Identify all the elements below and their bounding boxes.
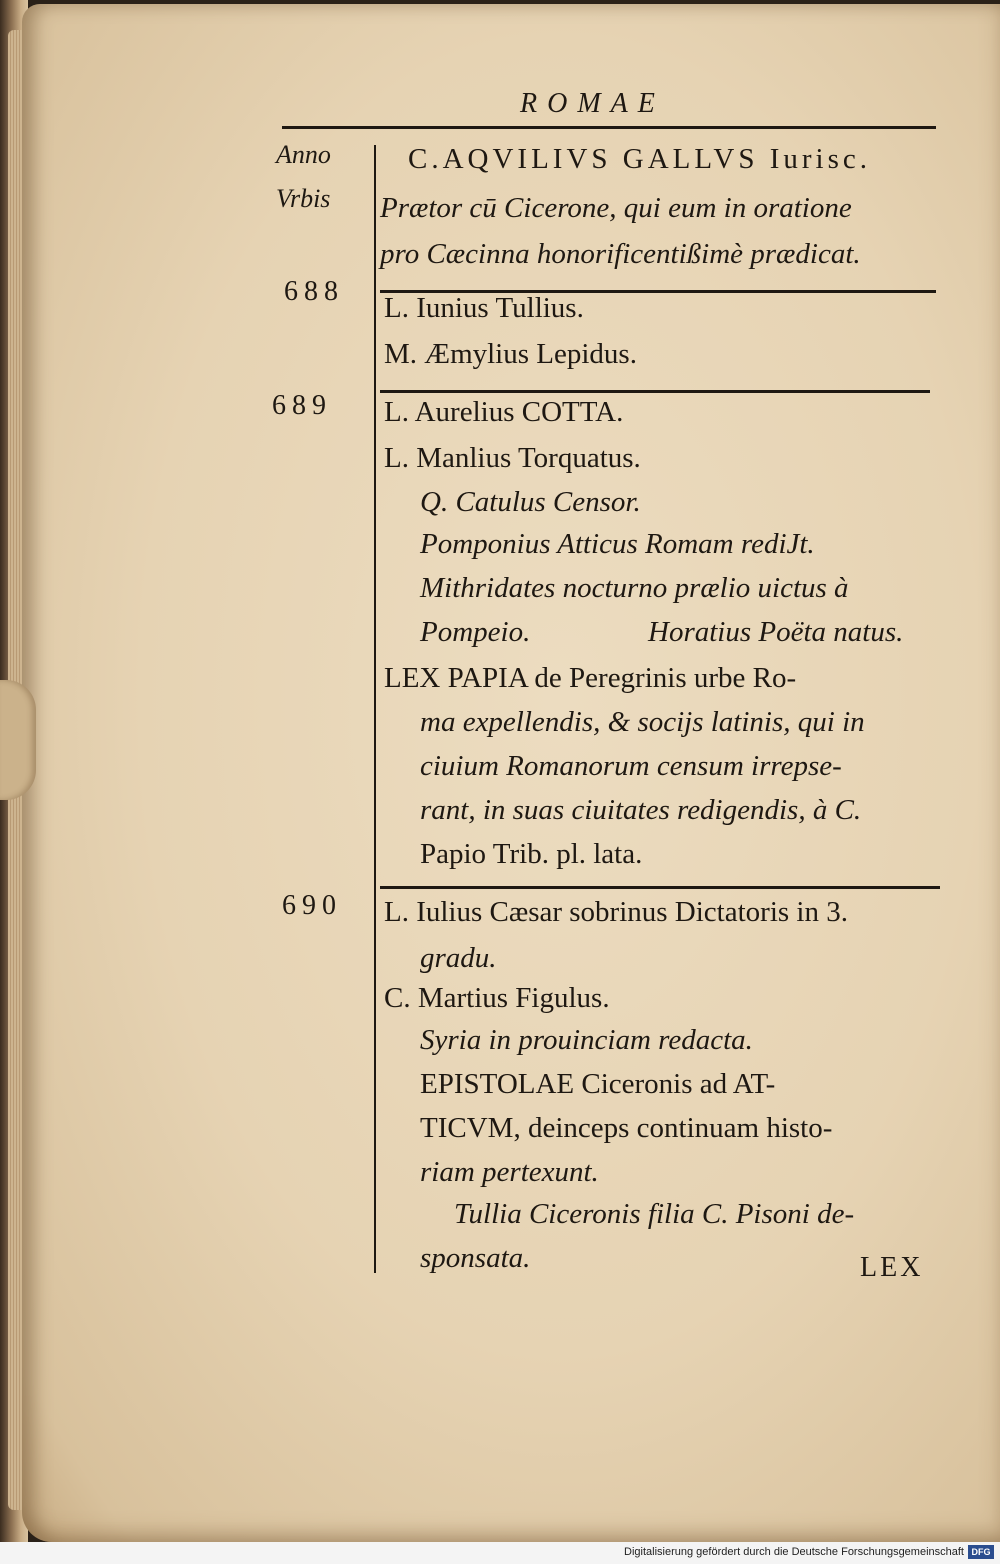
entry-line: M. Æmylius Lepidus. — [384, 338, 637, 370]
entry-line: Tullia Ciceronis filia C. Pisoni de- — [454, 1198, 855, 1230]
column-rule — [374, 145, 376, 1273]
running-header: ROMAE — [520, 88, 665, 119]
entry-line: pro Cæcinna honorificentißimè prædicat. — [380, 238, 861, 270]
entry-line: EPISTOLAE Ciceronis ad AT- — [420, 1068, 776, 1100]
entry-line: L. Manlius Torquatus. — [384, 442, 641, 474]
entry-line: Q. Catulus Censor. — [420, 486, 641, 518]
entry-line: L. Aurelius COTTA. — [384, 396, 624, 428]
entry-line: Horatius Poëta natus. — [648, 616, 904, 648]
year-label: 688 — [284, 276, 344, 307]
year-label: 690 — [282, 890, 342, 921]
column-heading-vrbis: Vrbis — [276, 184, 331, 213]
entry-divider — [380, 886, 940, 889]
footer-credit: Digitalisierung gefördert durch die Deutsche Forschungsgemeinschaft — [624, 1546, 964, 1558]
entry-divider — [380, 390, 930, 393]
entry-line: Prætor cū Cicerone, qui eum in oratione — [380, 192, 852, 224]
entry-line: TICVM, deinceps continuam histo- — [420, 1112, 833, 1144]
entry-line: Mithridates nocturno prælio uictus à — [420, 572, 849, 604]
entry-line: ma expellendis, & socijs latinis, qui in — [420, 706, 865, 738]
page-tab-shadow — [0, 680, 36, 800]
dfg-logo-icon: DFG — [968, 1545, 994, 1559]
entry-line: Pompeio. — [420, 616, 531, 648]
year-label: 689 — [272, 390, 332, 421]
entry-line: ciuium Romanorum censum irrepse- — [420, 750, 842, 782]
entry-line: sponsata. — [420, 1242, 531, 1274]
entry-line: L. Iunius Tullius. — [384, 292, 584, 324]
entry-line: Papio Trib. pl. lata. — [420, 838, 643, 870]
entry-line: C. Martius Figulus. — [384, 982, 610, 1014]
top-rule — [282, 126, 936, 129]
entry-line: riam pertexunt. — [420, 1156, 599, 1188]
entry-line: gradu. — [420, 942, 497, 974]
entry-line: LEX PAPIA de Peregrinis urbe Ro- — [384, 662, 797, 694]
column-heading-anno: Anno — [276, 140, 331, 169]
entry-line: rant, in suas ciuitates redigendis, à C. — [420, 794, 862, 826]
entry-line: L. Iulius Cæsar sobrinus Dictatoris in 3. — [384, 896, 848, 928]
entry-line: Syria in prouinciam redacta. — [420, 1024, 753, 1056]
entry-line: Pomponius Atticus Romam rediJt. — [420, 528, 815, 560]
entry-line: C.AQVILIVS GALLVS Iurisc. — [408, 143, 872, 175]
catchword: LEX — [860, 1252, 924, 1283]
